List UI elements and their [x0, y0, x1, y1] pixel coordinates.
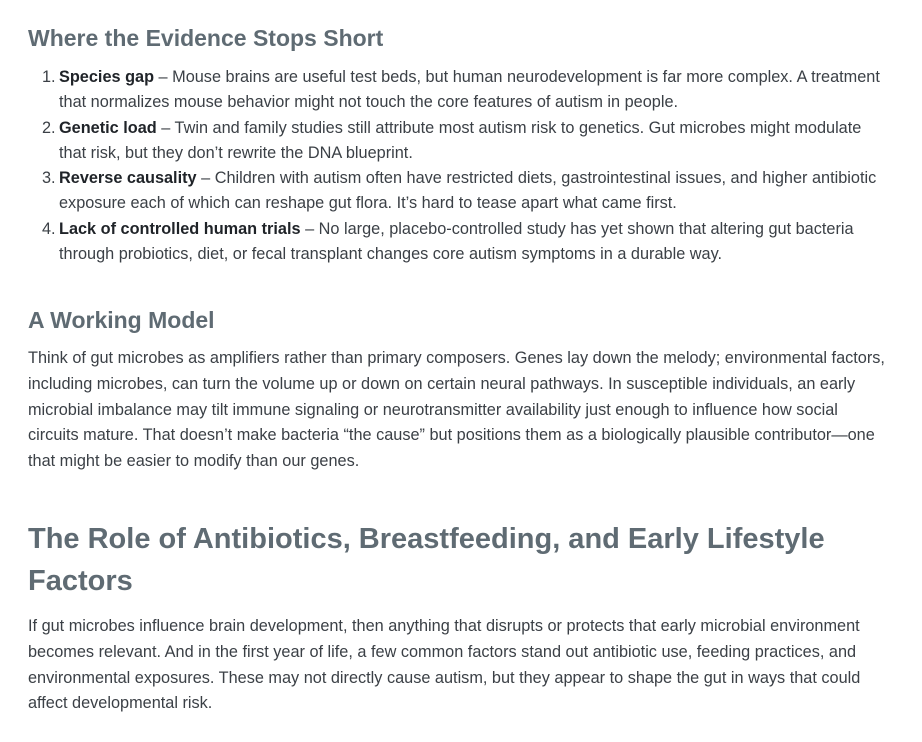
section-heading-antibiotics: The Role of Antibiotics, Breastfeeding, and Early Lifestyle Factors — [28, 523, 825, 597]
list-item-term: Reverse causality — [59, 169, 197, 188]
list-item-text: – Mouse brains are useful test beds, but human neurodevelopment is far more complex. A treatment that normalizes mouse behavior might not touch the core features of autism in people. — [59, 68, 880, 112]
list-item-text: – No large, placebo-controlled study has yet shown that altering gut bacteria through probiotics, diet, or fecal transplant changes core autism symptoms in a durable way. — [59, 219, 854, 264]
antibiotics-paragraph: If gut microbes influence brain development, then anything that disrupts or protects that early microbial environment becomes relevant. And in the first year of life, a few common factors stand out antibiotic use, feeding practices, and environmental exposures. These may not directly cause autism, but they appear to shape the gut in ways that could affect developmental risk. — [28, 617, 861, 713]
list-item — [28, 217, 888, 268]
section-heading-working-model: A Working Model — [28, 307, 215, 333]
list-item-number: 2. — [42, 118, 56, 137]
list-item-number: 3. — [42, 169, 56, 188]
evidence-list — [28, 65, 888, 267]
list-item-text: – Twin and family studies still attribute most autism risk to genetics. Gut microbes might modulate that risk, but they don’t rewrite the DNA blueprint. — [59, 118, 862, 162]
list-item — [28, 65, 888, 116]
list-item-term: Lack of controlled human trials — [59, 219, 301, 238]
list-item-term: Species gap — [59, 68, 155, 86]
list-item — [28, 116, 888, 167]
list-item-text: – Children with autism often have restricted diets, gastrointestinal issues, and higher antibiotic exposure each of which can reshape gut flora. It’s hard to tease apart what came first. — [59, 169, 877, 213]
working-model-paragraph: Think of gut microbes as amplifiers rather than primary composers. Genes lay down the melody; environmental factors, including microbes, can turn the volume up or down on certain neural pathways. In susceptible individuals, an early microbial imbalance may tilt immune signaling or neurotransmitter availability just enough to influence how social circuits mature. That doesn’t make bacteria “the cause” but positions them as a biologically plausible contributor—one that might be easier to modify than our genes. — [28, 349, 885, 471]
list-item-number: 4. — [42, 219, 56, 238]
list-item — [28, 166, 888, 217]
section-heading-evidence: Where the Evidence Stops Short — [28, 25, 384, 51]
list-item-number: 1. — [42, 68, 56, 86]
list-item-term: Genetic load — [59, 118, 157, 137]
